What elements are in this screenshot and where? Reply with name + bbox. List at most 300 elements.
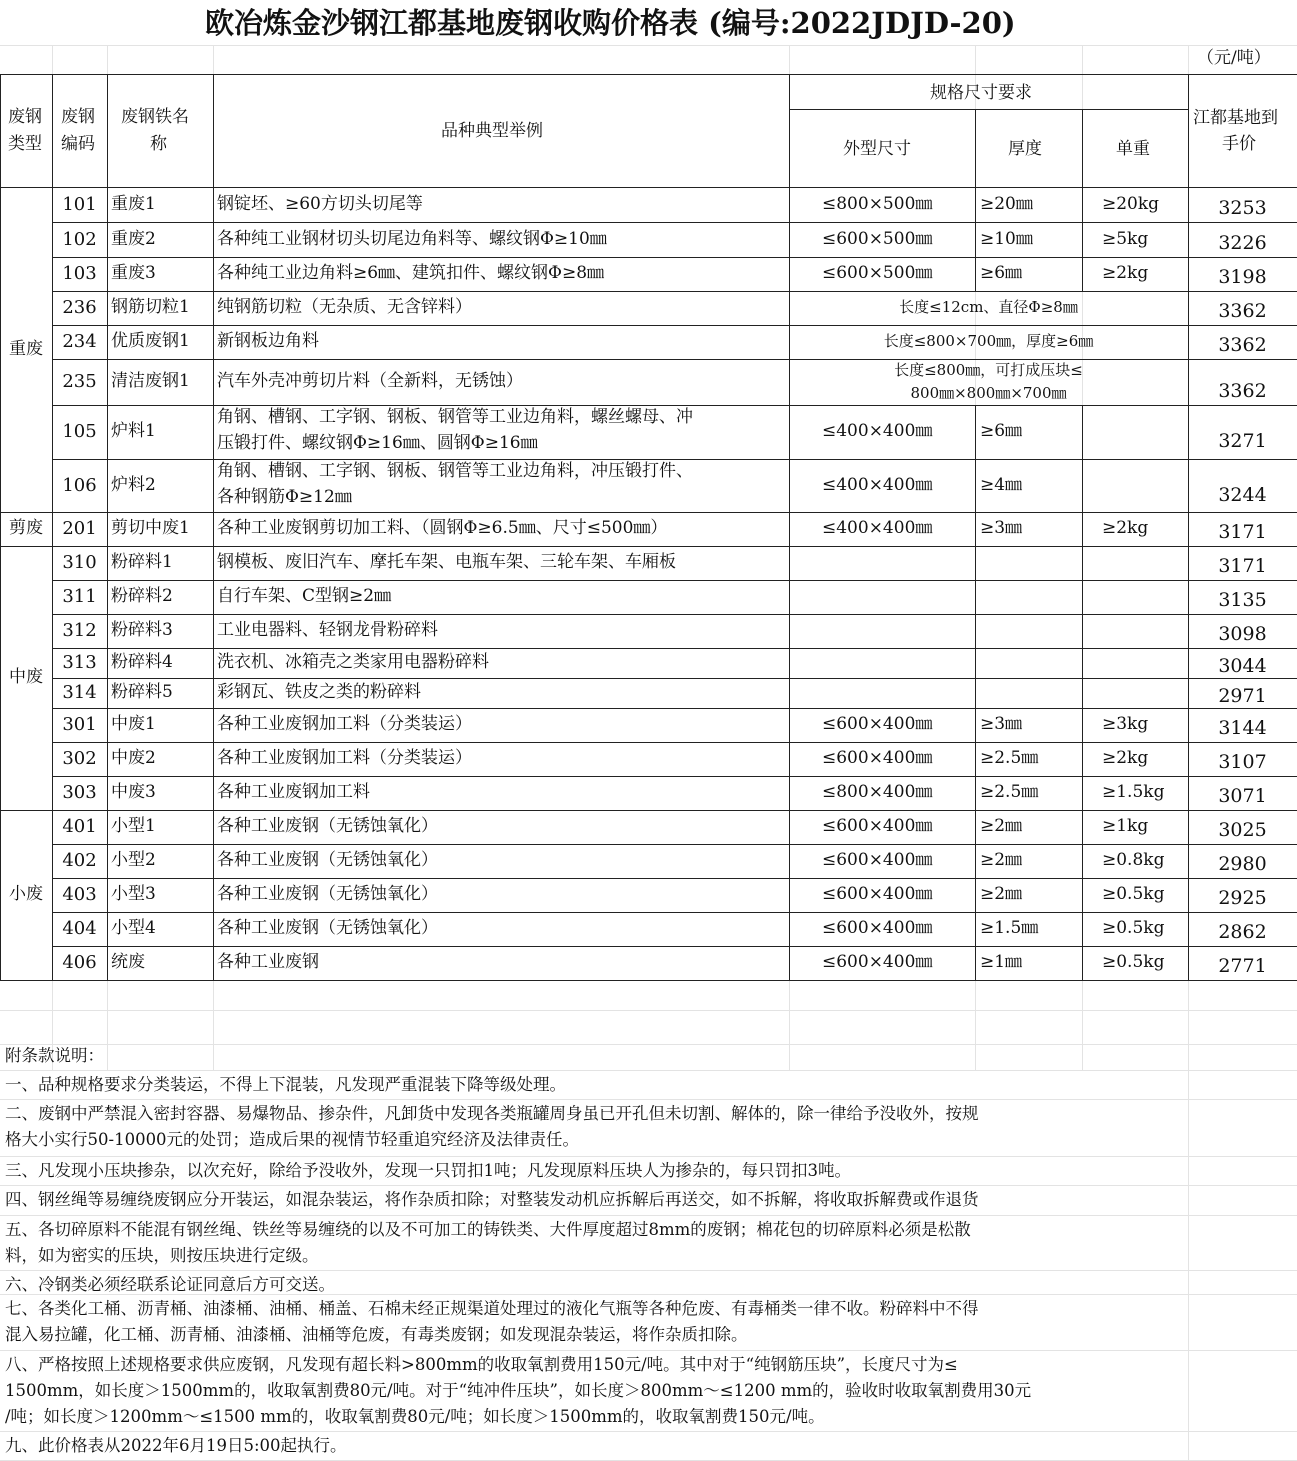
table-border bbox=[52, 512, 1297, 513]
table-border bbox=[213, 844, 214, 878]
table-border bbox=[1082, 512, 1083, 546]
header-type: 废钢 bbox=[8, 107, 42, 127]
row-weight: ≥0.8kg bbox=[1102, 850, 1165, 870]
table-border bbox=[107, 325, 108, 359]
row-code: 401 bbox=[62, 816, 97, 837]
table-border bbox=[107, 291, 108, 325]
note-line: 二、废钢中严禁混入密封容器、易爆物品、掺杂件，凡卸货中发现各类瓶罐周身虽已开孔但未切割、解体的，除一律给予没收外，按规 bbox=[5, 1104, 979, 1123]
grid-line bbox=[0, 1270, 1297, 1271]
table-border bbox=[107, 878, 108, 912]
header-weight: 单重 bbox=[1116, 139, 1150, 159]
table-border bbox=[1082, 648, 1083, 678]
table-border bbox=[789, 946, 790, 980]
table-border bbox=[975, 844, 976, 878]
table-border bbox=[52, 980, 1297, 981]
table-border bbox=[1082, 878, 1083, 912]
grid-line bbox=[0, 1431, 1297, 1432]
table-border bbox=[975, 946, 976, 980]
table-border bbox=[52, 74, 53, 187]
table-border bbox=[0, 810, 52, 811]
row-code: 313 bbox=[62, 652, 97, 673]
table-border bbox=[107, 188, 108, 222]
row-size: ≤600×500㎜ bbox=[822, 263, 933, 283]
table-border bbox=[213, 405, 214, 459]
row-price: 2925 bbox=[1218, 887, 1267, 909]
row-code: 311 bbox=[62, 586, 97, 607]
row-code: 404 bbox=[62, 918, 97, 939]
row-code: 102 bbox=[62, 228, 97, 250]
row-example: 汽车外壳冲剪切片料（全新料，无锈蚀） bbox=[217, 371, 523, 391]
table-border bbox=[52, 325, 1297, 326]
row-weight: ≥1.5kg bbox=[1102, 782, 1165, 802]
row-size: ≤600×400㎜ bbox=[822, 748, 933, 768]
row-code: 314 bbox=[62, 682, 97, 703]
table-border bbox=[107, 459, 108, 512]
table-border bbox=[789, 459, 790, 512]
table-border bbox=[213, 74, 214, 187]
table-border bbox=[52, 359, 1297, 360]
note-line: 1500mm，如长度＞1500mm的，收取氧割费80元/吨。对于“纯冲件压块”，如长度＞800mm～≤1200 mm的，验收时收取氧割费用30元 bbox=[5, 1381, 1032, 1400]
table-border bbox=[52, 878, 1297, 879]
row-size: ≤600×400㎜ bbox=[822, 850, 933, 870]
row-name: 粉碎料4 bbox=[111, 652, 173, 672]
row-price: 2971 bbox=[1218, 685, 1267, 707]
note-line: 五、各切碎原料不能混有钢丝绳、铁丝等易缠绕的以及不可加工的铸铁类、大件厚度超过8mm的废钢；棉花包的切碎原料必须是松散 bbox=[5, 1220, 971, 1239]
row-thickness: ≥3㎜ bbox=[980, 714, 1023, 734]
table-border bbox=[107, 776, 108, 810]
table-border bbox=[213, 359, 214, 405]
row-size: ≤400×400㎜ bbox=[822, 518, 933, 538]
group-label: 中废 bbox=[9, 667, 43, 687]
table-border bbox=[107, 222, 108, 257]
row-code: 403 bbox=[62, 884, 97, 905]
table-border bbox=[975, 580, 976, 614]
table-border bbox=[975, 878, 976, 912]
row-price: 2980 bbox=[1218, 853, 1267, 875]
table-border bbox=[1082, 946, 1083, 980]
row-example: 各种钢筋Φ≥12㎜ bbox=[217, 487, 352, 507]
row-price: 3171 bbox=[1218, 521, 1267, 543]
header-thickness: 厚度 bbox=[1008, 139, 1042, 159]
row-thickness: ≥2㎜ bbox=[980, 884, 1023, 904]
row-example: 纯钢筋切粒（无杂质、无含锌料） bbox=[217, 297, 472, 317]
row-size: ≤600×400㎜ bbox=[822, 884, 933, 904]
table-border bbox=[789, 257, 790, 291]
table-border bbox=[213, 222, 214, 257]
row-example: 角钢、槽钢、工字钢、钢板、钢管等工业边角料，螺丝螺母、冲 bbox=[217, 407, 693, 427]
table-border bbox=[0, 546, 52, 547]
note-line: 三、凡发现小压块掺杂，以次充好，除给予没收外，发现一只罚扣1吨；凡发现原料压块人为掺杂的，每只罚扣3吨。 bbox=[5, 1161, 851, 1180]
table-border bbox=[975, 708, 976, 742]
table-border bbox=[52, 776, 1297, 777]
row-example: 各种工业废钢加工料（分类装运） bbox=[217, 714, 472, 734]
table-border bbox=[975, 912, 976, 946]
row-price: 3244 bbox=[1218, 483, 1267, 506]
row-size: ≤400×400㎜ bbox=[822, 474, 933, 495]
table-border bbox=[213, 708, 214, 742]
table-border bbox=[975, 546, 976, 580]
row-name: 重废3 bbox=[111, 263, 156, 283]
table-border bbox=[107, 810, 108, 844]
row-thickness: ≥2㎜ bbox=[980, 816, 1023, 836]
row-example: 工业电器料、轻钢龙骨粉碎料 bbox=[217, 620, 438, 640]
row-code: 235 bbox=[62, 371, 97, 392]
row-thickness: ≥1㎜ bbox=[980, 952, 1023, 972]
row-weight: ≥2kg bbox=[1102, 263, 1149, 283]
row-price: 3135 bbox=[1218, 589, 1267, 611]
row-code: 302 bbox=[62, 748, 97, 769]
row-size: ≤600×500㎜ bbox=[822, 228, 933, 249]
row-name: 统废 bbox=[111, 952, 145, 972]
table-border bbox=[789, 708, 790, 742]
row-thickness: ≥10㎜ bbox=[980, 228, 1033, 249]
row-name: 中废3 bbox=[111, 782, 156, 802]
row-code: 234 bbox=[62, 331, 97, 352]
row-code: 101 bbox=[62, 194, 97, 215]
table-border bbox=[52, 678, 1297, 679]
row-code: 103 bbox=[62, 263, 97, 284]
table-border bbox=[975, 222, 976, 257]
table-border bbox=[789, 648, 790, 678]
row-code: 236 bbox=[62, 297, 97, 318]
row-thickness: ≥2.5㎜ bbox=[980, 782, 1039, 802]
row-example: 各种工业废钢 bbox=[217, 952, 319, 972]
table-border bbox=[789, 776, 790, 810]
table-border bbox=[52, 912, 1297, 913]
table-border bbox=[107, 512, 108, 546]
table-border bbox=[1188, 74, 1189, 187]
row-price: 3253 bbox=[1218, 197, 1267, 219]
table-border bbox=[107, 946, 108, 980]
grid-line bbox=[0, 1010, 1297, 1011]
row-price: 3362 bbox=[1218, 334, 1267, 356]
row-name: 中废2 bbox=[111, 748, 156, 768]
note-line: 一、品种规格要求分类装运，不得上下混装，凡发现严重混装下降等级处理。 bbox=[5, 1075, 566, 1094]
note-line: 混入易拉罐，化工桶、沥青桶、油漆桶、油桶等危废，有毒类废钢；如发现混杂装运，将作杂质扣除。 bbox=[5, 1325, 748, 1344]
table-border bbox=[0, 74, 1, 187]
row-price: 3044 bbox=[1218, 655, 1267, 677]
row-weight: ≥2kg bbox=[1102, 748, 1149, 768]
row-code: 106 bbox=[62, 474, 97, 496]
table-border bbox=[107, 678, 108, 708]
row-thickness: ≥1.5㎜ bbox=[980, 918, 1039, 938]
header-name: 称 bbox=[150, 134, 167, 154]
page-title: 欧冶炼金沙钢江都基地废钢收购价格表 (编号:2022JDJD-20) bbox=[205, 6, 1016, 40]
table-border bbox=[107, 614, 108, 648]
table-border bbox=[789, 546, 790, 580]
row-name: 炉料1 bbox=[111, 421, 156, 441]
table-border bbox=[107, 257, 108, 291]
table-border bbox=[1082, 109, 1083, 187]
row-price: 3271 bbox=[1218, 430, 1267, 452]
row-name: 剪切中废1 bbox=[111, 518, 190, 538]
row-size: ≤800×500㎜ bbox=[822, 194, 933, 214]
header-type: 类型 bbox=[8, 134, 42, 154]
header-price: 江都基地到 bbox=[1193, 108, 1278, 128]
table-border bbox=[0, 74, 1297, 75]
row-code: 105 bbox=[62, 421, 97, 442]
row-code: 312 bbox=[62, 620, 97, 641]
row-name: 粉碎料5 bbox=[111, 682, 173, 702]
table-border bbox=[213, 459, 214, 512]
row-name: 炉料2 bbox=[111, 474, 156, 495]
table-border bbox=[213, 257, 214, 291]
row-price: 3025 bbox=[1218, 819, 1267, 841]
table-border bbox=[1082, 580, 1083, 614]
table-border bbox=[213, 810, 214, 844]
table-border bbox=[213, 188, 214, 222]
table-border bbox=[213, 912, 214, 946]
table-border bbox=[1082, 810, 1083, 844]
table-border bbox=[52, 405, 1297, 406]
row-example: 自行车架、C型钢≥2㎜ bbox=[217, 586, 392, 606]
row-name: 重废1 bbox=[111, 194, 156, 214]
table-border bbox=[975, 405, 976, 459]
table-border bbox=[975, 742, 976, 776]
row-price: 3226 bbox=[1218, 231, 1267, 254]
table-border bbox=[213, 776, 214, 810]
row-name: 粉碎料2 bbox=[111, 586, 173, 606]
row-example: 压锻打件、螺纹钢Φ≥16㎜、圆钢Φ≥16㎜ bbox=[217, 433, 538, 453]
row-example: 各种工业废钢加工料（分类装运） bbox=[217, 748, 472, 768]
table-border bbox=[789, 222, 790, 257]
row-size: ≤400×400㎜ bbox=[822, 421, 933, 441]
grid-line bbox=[0, 1215, 1297, 1216]
table-border bbox=[789, 678, 790, 708]
row-example: 彩钢瓦、铁皮之类的粉碎料 bbox=[217, 682, 421, 702]
table-border bbox=[975, 648, 976, 678]
row-price: 3362 bbox=[1218, 380, 1267, 402]
table-border bbox=[52, 546, 1297, 547]
row-price: 2862 bbox=[1218, 921, 1267, 943]
table-border bbox=[1082, 546, 1083, 580]
row-weight: ≥1kg bbox=[1102, 816, 1149, 836]
table-border bbox=[107, 405, 108, 459]
header-name: 废钢铁名 bbox=[121, 107, 189, 127]
row-weight: ≥0.5kg bbox=[1102, 952, 1165, 972]
row-code: 310 bbox=[62, 552, 97, 573]
header-spec-group: 规格尺寸要求 bbox=[930, 83, 1032, 103]
table-border bbox=[52, 946, 1297, 947]
table-border bbox=[52, 291, 1297, 292]
row-size: ≤800×400㎜ bbox=[822, 782, 933, 802]
row-name: 清洁废钢1 bbox=[111, 371, 190, 391]
table-border bbox=[52, 648, 1297, 649]
row-size: ≤600×400㎜ bbox=[822, 918, 933, 938]
table-border bbox=[107, 74, 108, 187]
table-border bbox=[975, 776, 976, 810]
table-border bbox=[975, 512, 976, 546]
group-label: 重废 bbox=[9, 339, 43, 359]
table-border bbox=[213, 512, 214, 546]
row-thickness: ≥2㎜ bbox=[980, 850, 1023, 870]
row-thickness: ≥6㎜ bbox=[980, 421, 1023, 441]
row-example: 各种工业废钢（无锈蚀氧化） bbox=[217, 918, 438, 938]
table-border bbox=[52, 844, 1297, 845]
table-border bbox=[52, 580, 1297, 581]
table-border bbox=[975, 257, 976, 291]
table-border bbox=[975, 188, 976, 222]
table-border bbox=[1082, 459, 1083, 512]
row-example: 洗衣机、冰箱壳之类家用电器粉碎料 bbox=[217, 652, 489, 672]
table-border bbox=[1082, 776, 1083, 810]
table-border bbox=[1082, 912, 1083, 946]
row-thickness: ≥2.5㎜ bbox=[980, 748, 1039, 768]
table-border bbox=[52, 742, 1297, 743]
row-name: 优质废钢1 bbox=[111, 331, 190, 351]
row-weight: ≥20kg bbox=[1102, 194, 1160, 214]
note-line: 料，如为密实的压块，则按压块进行定级。 bbox=[5, 1246, 319, 1265]
row-price: 3171 bbox=[1218, 555, 1267, 577]
row-weight: ≥0.5kg bbox=[1102, 918, 1165, 938]
note-line: 六、冷钢类必须经联系论证同意后方可交送。 bbox=[5, 1275, 335, 1294]
table-border bbox=[1082, 678, 1083, 708]
table-border bbox=[213, 325, 214, 359]
grid-line bbox=[0, 1099, 1297, 1100]
row-size: ≤600×400㎜ bbox=[822, 816, 933, 836]
table-border bbox=[789, 74, 790, 187]
row-example: 各种工业废钢（无锈蚀氧化） bbox=[217, 850, 438, 870]
group-label: 剪废 bbox=[9, 518, 43, 538]
table-border bbox=[789, 109, 1188, 110]
table-border bbox=[107, 546, 108, 580]
note-line: 七、各类化工桶、沥青桶、油漆桶、油桶、桶盖、石棉未经正规渠道处理过的液化气瓶等各种危废、有毒桶类一律不收。粉碎料中不得 bbox=[5, 1299, 979, 1318]
table-border bbox=[52, 810, 1297, 811]
row-price: 3071 bbox=[1218, 785, 1267, 807]
table-border bbox=[107, 742, 108, 776]
row-spec: 长度≤800㎜，可打成压块≤ bbox=[894, 361, 1083, 379]
table-border bbox=[1082, 742, 1083, 776]
row-example: 各种纯工业钢材切头切尾边角料等、螺纹钢Φ≥10㎜ bbox=[217, 228, 607, 249]
table-border bbox=[789, 188, 790, 222]
table-border bbox=[213, 580, 214, 614]
grid-line bbox=[0, 1044, 1297, 1045]
row-size: ≤600×400㎜ bbox=[822, 714, 933, 734]
row-code: 406 bbox=[62, 952, 97, 973]
grid-line bbox=[0, 1156, 1297, 1157]
row-code: 301 bbox=[62, 714, 97, 735]
table-border bbox=[1082, 708, 1083, 742]
unit-label: （元/吨） bbox=[1197, 48, 1271, 68]
row-example: 钢模板、废旧汽车、摩托车架、电瓶车架、三轮车架、车厢板 bbox=[217, 552, 676, 572]
header-example: 品种典型举例 bbox=[441, 121, 543, 141]
row-weight: ≥5kg bbox=[1102, 228, 1149, 249]
note-line: /吨；如长度＞1200mm～≤1500 mm的，收取氧割费80元/吨；如长度＞1500mm的，收取氧割费150元/吨。 bbox=[5, 1407, 825, 1426]
table-border bbox=[213, 878, 214, 912]
row-name: 粉碎料3 bbox=[111, 620, 173, 640]
table-border bbox=[107, 648, 108, 678]
table-border bbox=[52, 257, 1297, 258]
row-name: 粉碎料1 bbox=[111, 552, 173, 572]
group-label: 小废 bbox=[9, 884, 43, 904]
table-border bbox=[52, 708, 1297, 709]
row-example: 新钢板边角料 bbox=[217, 331, 319, 351]
row-name: 中废1 bbox=[111, 714, 156, 734]
grid-line bbox=[0, 45, 1297, 46]
notes-title: 附条款说明： bbox=[5, 1046, 104, 1065]
table-border bbox=[1082, 844, 1083, 878]
table-border bbox=[789, 912, 790, 946]
table-border bbox=[107, 912, 108, 946]
table-border bbox=[789, 405, 790, 459]
table-border bbox=[975, 678, 976, 708]
row-weight: ≥0.5kg bbox=[1102, 884, 1165, 904]
table-border bbox=[52, 222, 1297, 223]
row-thickness: ≥20㎜ bbox=[980, 194, 1033, 214]
row-thickness: ≥3㎜ bbox=[980, 518, 1023, 538]
table-border bbox=[0, 512, 52, 513]
table-border bbox=[1082, 614, 1083, 648]
table-border bbox=[52, 459, 1297, 460]
row-name: 重废2 bbox=[111, 228, 156, 249]
row-example: 各种工业废钢加工料 bbox=[217, 782, 370, 802]
grid-line bbox=[0, 1070, 1297, 1071]
table-border bbox=[975, 614, 976, 648]
table-border bbox=[975, 459, 976, 512]
grid-line bbox=[0, 1185, 1297, 1186]
table-border bbox=[789, 512, 790, 546]
row-price: 3098 bbox=[1218, 623, 1267, 645]
table-border bbox=[0, 187, 1, 980]
table-border bbox=[0, 980, 52, 981]
table-border bbox=[107, 844, 108, 878]
table-border bbox=[213, 678, 214, 708]
row-price: 3362 bbox=[1218, 300, 1267, 322]
row-name: 小型2 bbox=[111, 850, 156, 870]
table-border bbox=[789, 878, 790, 912]
table-border bbox=[213, 946, 214, 980]
table-border bbox=[213, 648, 214, 678]
note-line: 八、严格按照上述规格要求供应废钢，凡发现有超长料>800mm的收取氧割费用150元/吨。其中对于“纯钢筋压块”，长度尺寸为≤ bbox=[5, 1355, 958, 1374]
table-border bbox=[789, 580, 790, 614]
table-border bbox=[213, 546, 214, 580]
row-name: 小型1 bbox=[111, 816, 156, 836]
row-price: 3198 bbox=[1218, 266, 1267, 288]
table-border bbox=[107, 580, 108, 614]
row-spec: 800㎜×800㎜×700㎜ bbox=[910, 384, 1067, 402]
table-border bbox=[52, 614, 1297, 615]
table-border bbox=[107, 359, 108, 405]
row-spec: 长度≤12cm、直径Φ≥8㎜ bbox=[899, 298, 1078, 316]
table-border bbox=[213, 614, 214, 648]
table-border bbox=[789, 844, 790, 878]
row-example: 角钢、槽钢、工字钢、钢板、钢管等工业边角料，冲压锻打件、 bbox=[217, 461, 693, 481]
table-border bbox=[107, 708, 108, 742]
row-example: 各种工业废钢（无锈蚀氧化） bbox=[217, 816, 438, 836]
row-name: 小型3 bbox=[111, 884, 156, 904]
note-line: 格大小实行50-10000元的处罚；造成后果的视情节轻重追究经济及法律责任。 bbox=[5, 1130, 580, 1149]
table-border bbox=[789, 742, 790, 776]
table-border bbox=[789, 614, 790, 648]
header-size: 外型尺寸 bbox=[843, 139, 911, 159]
header-code: 编码 bbox=[61, 134, 95, 154]
row-thickness: ≥4㎜ bbox=[980, 474, 1023, 495]
row-example: 各种纯工业边角料≥6㎜、建筑扣件、螺纹钢Φ≥8㎜ bbox=[217, 263, 605, 283]
grid-line bbox=[0, 1350, 1297, 1351]
table-border bbox=[1082, 188, 1083, 222]
row-code: 402 bbox=[62, 850, 97, 871]
table-border bbox=[1082, 222, 1083, 257]
row-code: 201 bbox=[62, 518, 97, 539]
table-border bbox=[975, 109, 976, 187]
row-example: 各种工业废钢剪切加工料、（圆钢Φ≥6.5㎜、尺寸≤500㎜） bbox=[217, 518, 668, 538]
row-code: 303 bbox=[62, 782, 97, 803]
table-border bbox=[0, 187, 1297, 188]
row-name: 小型4 bbox=[111, 918, 156, 938]
table-border bbox=[975, 810, 976, 844]
row-weight: ≥3kg bbox=[1102, 714, 1149, 734]
grid-line bbox=[1188, 1070, 1189, 1460]
